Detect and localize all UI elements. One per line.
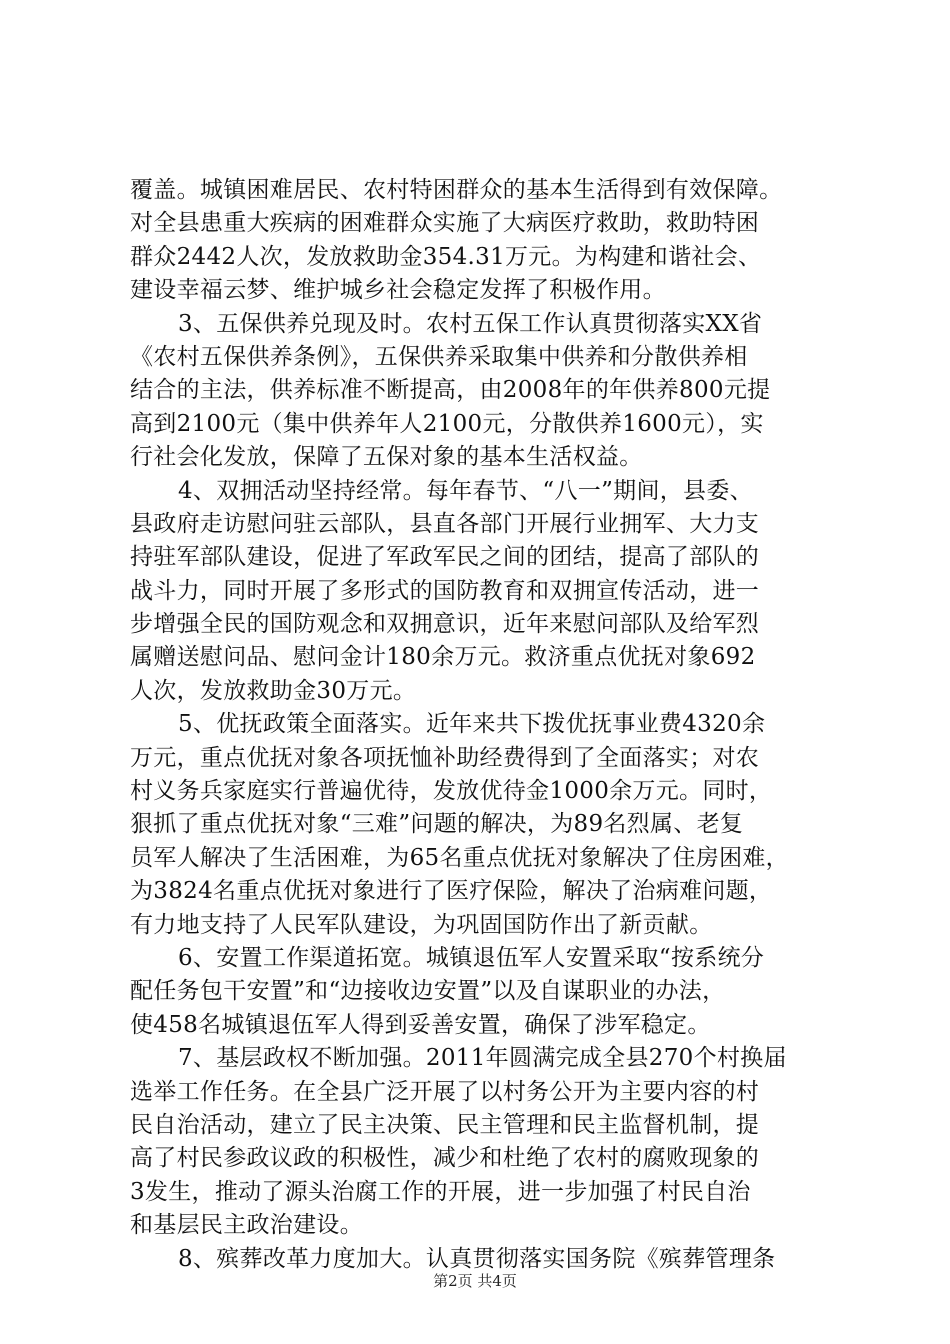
text-line: 对全县患重大疾病的困难群众实施了大病医疗救助，救助特困 xyxy=(130,210,760,237)
text-line: 民自治活动，建立了民主决策、民主管理和民主监督机制，提 xyxy=(130,1111,760,1138)
text-line: 万元，重点优抚对象各项抚恤补助经费得到了全面落实；对农 xyxy=(130,744,760,771)
text-line: 有力地支持了人民军队建设，为巩固国防作出了新贡献。 xyxy=(130,911,713,938)
text-line: 高了村民参政议政的积极性，减少和杜绝了农村的腐败现象的 xyxy=(130,1145,760,1172)
text-line: 村义务兵家庭实行普遍优待，发放优待金1000余万元。同时， xyxy=(130,778,773,805)
text-line: 群众2442人次，发放救助金354.31万元。为构建和谐社会、 xyxy=(130,243,762,270)
text-line: 《农村五保供养条例》，五保供养采取集中供养和分散供养相 xyxy=(130,343,748,370)
paragraph-first-line: 3、五保供养兑现及时。农村五保工作认真贯彻落实XX省 xyxy=(178,310,763,337)
text-line: 县政府走访慰问驻云部队，县直各部门开展行业拥军、大力支 xyxy=(130,510,760,537)
text-line: 结合的主法，供养标准不断提高，由2008年的年供养800元提 xyxy=(130,377,771,404)
paragraph-first-line: 4、双拥活动坚持经常。每年春节、“八一”期间，县委、 xyxy=(178,477,753,504)
paragraph-first-line: 8、殡葬改革力度加大。认真贯彻落实国务院《殡葬管理条 xyxy=(178,1245,776,1272)
text-line: 和基层民主政治建设。 xyxy=(130,1212,363,1239)
text-line: 配任务包干安置”和“边接收边安置”以及自谋职业的办法， xyxy=(130,978,726,1005)
text-line: 员军人解决了生活困难，为65名重点优抚对象解决了住房困难， xyxy=(130,844,789,871)
text-line: 人次，发放救助金30万元。 xyxy=(130,677,417,704)
text-line: 高到2100元（集中供养年人2100元，分散供养1600元），实 xyxy=(130,410,764,437)
text-line: 为3824名重点优抚对象进行了医疗保险，解决了治病难问题， xyxy=(130,878,773,905)
paragraph-first-line: 5、优抚政策全面落实。近年来共下拨优抚事业费4320余 xyxy=(178,711,766,738)
text-line: 建设幸福云梦、维护城乡社会稳定发挥了积极作用。 xyxy=(130,277,666,304)
text-line: 狠抓了重点优抚对象“三难”问题的解决，为89名烈属、老复 xyxy=(130,811,744,838)
text-line: 选举工作任务。在全县广泛开展了以村务公开为主要内容的村 xyxy=(130,1078,760,1105)
body-text xyxy=(130,174,830,1276)
text-line: 覆盖。城镇困难居民、农村特困群众的基本生活得到有效保障。 xyxy=(130,177,783,203)
text-line: 行社会化发放，保障了五保对象的基本生活权益。 xyxy=(130,444,643,471)
paragraph-first-line: 7、基层政权不断加强。2011年圆满完成全县270个村换届 xyxy=(178,1045,787,1072)
text-line: 持驻军部队建设，促进了军政军民之间的团结，提高了部队的 xyxy=(130,544,760,571)
text-line: 使458名城镇退伍军人得到妥善安置，确保了涉军稳定。 xyxy=(130,1011,711,1038)
text-line: 3发生，推动了源头治腐工作的开展，进一步加强了村民自治 xyxy=(130,1178,751,1205)
page-footer: 第2页 共4页 xyxy=(433,1272,517,1290)
text-line: 属赠送慰问品、慰问金计180余万元。救济重点优抚对象692 xyxy=(130,644,756,671)
paragraph-first-line: 6、安置工作渠道拓宽。城镇退伍军人安置采取“按系统分 xyxy=(178,944,765,971)
text-line: 战斗力，同时开展了多形式的国防教育和双拥宣传活动，进一 xyxy=(130,577,760,604)
text-line: 步增强全民的国防观念和双拥意识，近年来慰问部队及给军烈 xyxy=(130,611,760,638)
